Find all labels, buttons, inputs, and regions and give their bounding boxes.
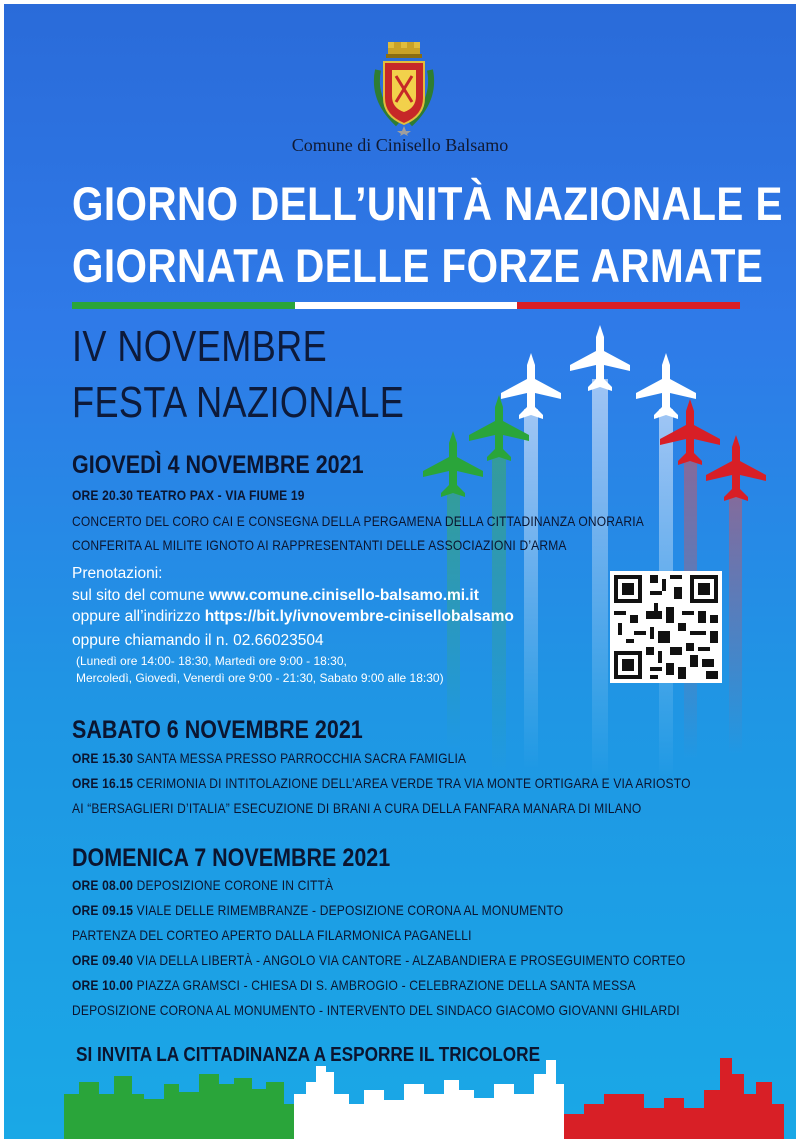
day2-item-cont: AI “BERSAGLIERI D’ITALIA” ESECUZIONE DI BRANI A CURA DELLA FANFARA MANARA DI MILANO bbox=[72, 800, 642, 816]
booking-site-link[interactable]: www.comune.cinisello-balsamo.mi.it bbox=[209, 587, 479, 604]
day1-desc-1: CONCERTO DEL CORO CAI E CONSEGNA DELLA PERGAMENA DELLA CITTADINANZA ONORARIA bbox=[72, 513, 644, 529]
invite-text: SI INVITA LA CITTADINANZA A ESPORRE IL TRICOLORE bbox=[76, 1044, 541, 1066]
coat-of-arms-icon bbox=[368, 40, 440, 136]
title-line-1: GIORNO DELL’UNITÀ NAZIONALE E bbox=[72, 177, 783, 230]
booking-address-prefix: oppure all’indirizzo bbox=[72, 608, 205, 625]
day1-heading: GIOVEDÌ 4 NOVEMBRE 2021 bbox=[72, 451, 364, 479]
booking-site-prefix: sul sito del comune bbox=[72, 587, 209, 604]
subtitle-line-2: FESTA NAZIONALE bbox=[72, 378, 405, 427]
subtitle-line-1: IV NOVEMBRE bbox=[72, 322, 328, 371]
booking-label: Prenotazioni: bbox=[72, 565, 163, 582]
airplane-icon bbox=[469, 395, 529, 461]
airplane-icon bbox=[706, 435, 766, 501]
day2-item: ORE 15.30 SANTA MESSA PRESSO PARROCCHIA SACRA FAMIGLIA bbox=[72, 750, 467, 766]
title-line-2: GIORNATA DELLE FORZE ARMATE bbox=[72, 239, 764, 292]
poster bbox=[4, 4, 796, 1139]
airplane-icon bbox=[501, 353, 561, 419]
day3-item: PARTENZA DEL CORTEO APERTO DALLA FILARMONICA PAGANELLI bbox=[72, 927, 472, 943]
day2-item: ORE 16.15 CERIMONIA DI INTITOLAZIONE DELL’AREA VERDE TRA VIA MONTE ORTIGARA E VIA ARIOSTO bbox=[72, 775, 691, 791]
day1-desc-2: CONFERITA AL MILITE IGNOTO AI RAPPRESENTANTI DELLE ASSOCIAZIONI D’ARMA bbox=[72, 537, 567, 553]
day2-heading: SABATO 6 NOVEMBRE 2021 bbox=[72, 716, 363, 744]
booking-address-link[interactable]: https://bit.ly/ivnovembre-cinisellobalsamo bbox=[204, 608, 514, 625]
day3-item: ORE 09.15 VIALE DELLE RIMEMBRANZE - DEPOSIZIONE CORONA AL MONUMENTO bbox=[72, 902, 564, 918]
day3-item: ORE 10.00 PIAZZA GRAMSCI - CHIESA DI S. AMBROGIO - CELEBRAZIONE DELLA SANTA MESSA bbox=[72, 977, 636, 993]
booking-address bbox=[72, 608, 514, 626]
tricolor-bar bbox=[72, 302, 740, 309]
booking-hours-2: Mercoledì, Giovedì, Venerdì ore 9:00 - 21:30, Sabato 9:00 alle 18:30) bbox=[76, 671, 444, 685]
booking-site bbox=[72, 587, 479, 605]
day3-item: DEPOSIZIONE CORONA AL MONUMENTO - INTERVENTO DEL SINDACO GIACOMO GIOVANNI GHILARDI bbox=[72, 1002, 680, 1018]
municipality-name: Comune di Cinisello Balsamo bbox=[291, 135, 509, 155]
day3-heading: DOMENICA 7 NOVEMBRE 2021 bbox=[72, 844, 391, 872]
day3-item: ORE 09.40 VIA DELLA LIBERTÀ - ANGOLO VIA CANTORE - ALZABANDIERA E PROSEGUIMENTO CORTEO bbox=[72, 952, 686, 968]
qr-code-icon[interactable] bbox=[610, 571, 722, 683]
day1-time-place: ORE 20.30 TEATRO PAX - VIA FIUME 19 bbox=[72, 487, 305, 503]
airplane-icon bbox=[423, 431, 483, 497]
city-skyline-icon bbox=[4, 1054, 796, 1139]
booking-phone: oppure chiamando il n. 02.66023504 bbox=[72, 632, 324, 649]
airplane-icon bbox=[570, 325, 630, 391]
day3-item: ORE 08.00 DEPOSIZIONE CORONE IN CITTÀ bbox=[72, 877, 334, 893]
booking-hours-1: (Lunedì ore 14:00- 18:30, Martedì ore 9:00 - 18:30, bbox=[76, 654, 347, 668]
